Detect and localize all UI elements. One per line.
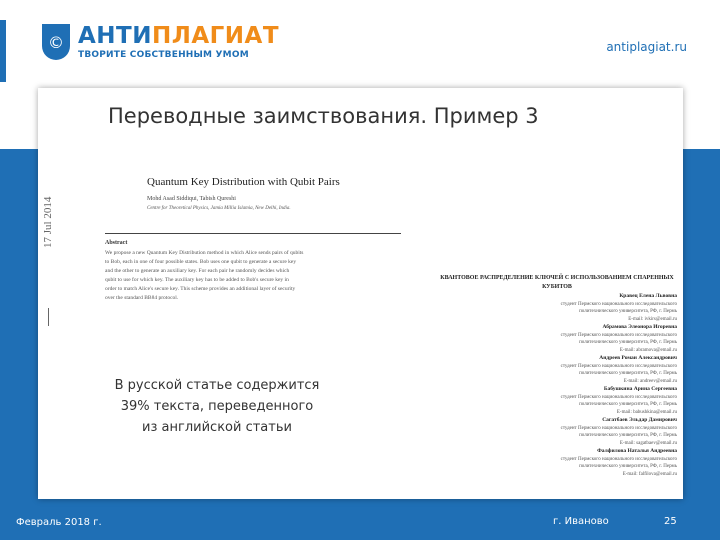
author-line: политехнического университета, РФ, г. Пермь xyxy=(579,371,677,376)
russian-author-block xyxy=(437,324,677,354)
author-line: E-mail: abramova@email.ru xyxy=(619,347,677,353)
arxiv-side-date: 17 Jul 2014 xyxy=(42,196,54,248)
author-line: студент Пермского национального исследовательского xyxy=(560,301,677,307)
slide-title: Переводные заимствования. Пример 3 xyxy=(108,104,539,128)
abstract-line: order to match Alice's secure key. This scheme provides an additional layer of security xyxy=(105,286,296,292)
author-name: Бабушкина Арина Сергеевна xyxy=(603,386,677,392)
english-paper-excerpt xyxy=(101,176,401,303)
author-line: E-mail: ivkirs@email.ru xyxy=(628,316,677,322)
left-accent-bar xyxy=(0,20,6,82)
abstract-line: We propose a new Quantum Key Distribution method in which Alice sends pairs of qubits xyxy=(105,250,304,256)
logo-text xyxy=(78,22,280,60)
logo-tagline: ТВОРИТЕ СОБСТВЕННЫМ УМОМ xyxy=(78,49,249,60)
antiplagiat-logo[interactable] xyxy=(42,24,279,60)
author-name: Сагатбаев Эльдар Дамирович xyxy=(602,417,677,423)
author-line: студент Пермского национального исследовательского xyxy=(560,363,677,369)
arxiv-date-bar xyxy=(48,308,49,326)
slide-caption: В русской статье содержится 39% текста, переведенного из английской статьи xyxy=(114,378,320,435)
author-line: E-mail: babushkina@email.ru xyxy=(616,409,677,415)
author-name: Кравец Елена Львовна xyxy=(619,293,677,299)
author-line: студент Пермского национального исследовательского xyxy=(560,425,677,431)
author-line: студент Пермского национального исследовательского xyxy=(560,456,677,462)
author-name: Фалфилова Наталья Андреевна xyxy=(597,448,677,454)
english-paper-title: Quantum Key Distribution with Qubit Pairs xyxy=(147,176,340,188)
abstract-line: to Bob, each in one of four possible states. Bob uses one qubit to generate a secure key xyxy=(105,259,297,265)
logo-title xyxy=(78,22,280,49)
author-name: Андреев Роман Александрович xyxy=(599,355,677,361)
logo-title-part2: ПЛАГИАТ xyxy=(152,22,280,49)
english-abstract-heading: Abstract xyxy=(105,240,128,246)
english-abstract xyxy=(105,249,401,303)
abstract-line: over the standard BB84 protocol. xyxy=(105,295,179,301)
russian-author-block xyxy=(437,386,677,416)
author-line: E-mail: sagatbaev@email.ru xyxy=(619,440,677,446)
footer-city: г. Иваново xyxy=(553,516,609,527)
author-line: политехнического университета, РФ, г. Пермь xyxy=(579,433,677,438)
english-paper-rule xyxy=(105,233,401,234)
footer-date: Февраль 2018 г. xyxy=(16,517,102,528)
author-line: студент Пермского национального исследовательского xyxy=(560,394,677,400)
russian-paper-excerpt xyxy=(437,274,677,478)
author-line: политехнического университета, РФ, г. Пермь xyxy=(579,464,677,469)
author-line: E-mail: andreev@email.ru xyxy=(623,378,677,384)
abstract-line: and the other to generate an auxiliary key. For each pair he randomly decides which xyxy=(105,268,290,274)
russian-author-block xyxy=(437,448,677,478)
author-line: политехнического университета, РФ, г. Пермь xyxy=(579,340,677,345)
copyright-icon: © xyxy=(48,32,64,52)
english-paper-authors: Mohd Asad Siddiqui, Tabish Qureshi xyxy=(147,196,236,202)
russian-paper-title: КВАНТОВОЕ РАСПРЕДЕЛЕНИЕ КЛЮЧЕЙ С ИСПОЛЬЗОВАНИЕМ СПАРЕННЫХ КУБИТОВ xyxy=(440,275,674,290)
russian-author-block xyxy=(437,355,677,385)
shield-icon xyxy=(42,24,70,60)
site-link[interactable]: antiplagiat.ru xyxy=(606,40,687,54)
footer-page-number: 25 xyxy=(664,516,677,527)
author-line: политехнического университета, РФ, г. Пермь xyxy=(579,309,677,314)
logo-title-part1: АНТИ xyxy=(78,22,152,49)
abstract-line: qubit to use for which key. The auxiliary key has to be added to Bob's secure key in xyxy=(105,277,289,283)
author-line: политехнического университета, РФ, г. Пермь xyxy=(579,402,677,407)
author-line: студент Пермского национального исследовательского xyxy=(560,332,677,338)
author-name: Абрамова Элеонора Игоревна xyxy=(602,324,677,330)
russian-author-block xyxy=(437,293,677,323)
russian-author-block xyxy=(437,417,677,447)
slide-card xyxy=(38,88,683,499)
author-line: E-mail: falfilova@email.ru xyxy=(622,471,677,477)
english-paper-affiliation: Centre for Theoretical Physics, Jamia Millia Islamia, New Delhi, India. xyxy=(147,206,291,211)
